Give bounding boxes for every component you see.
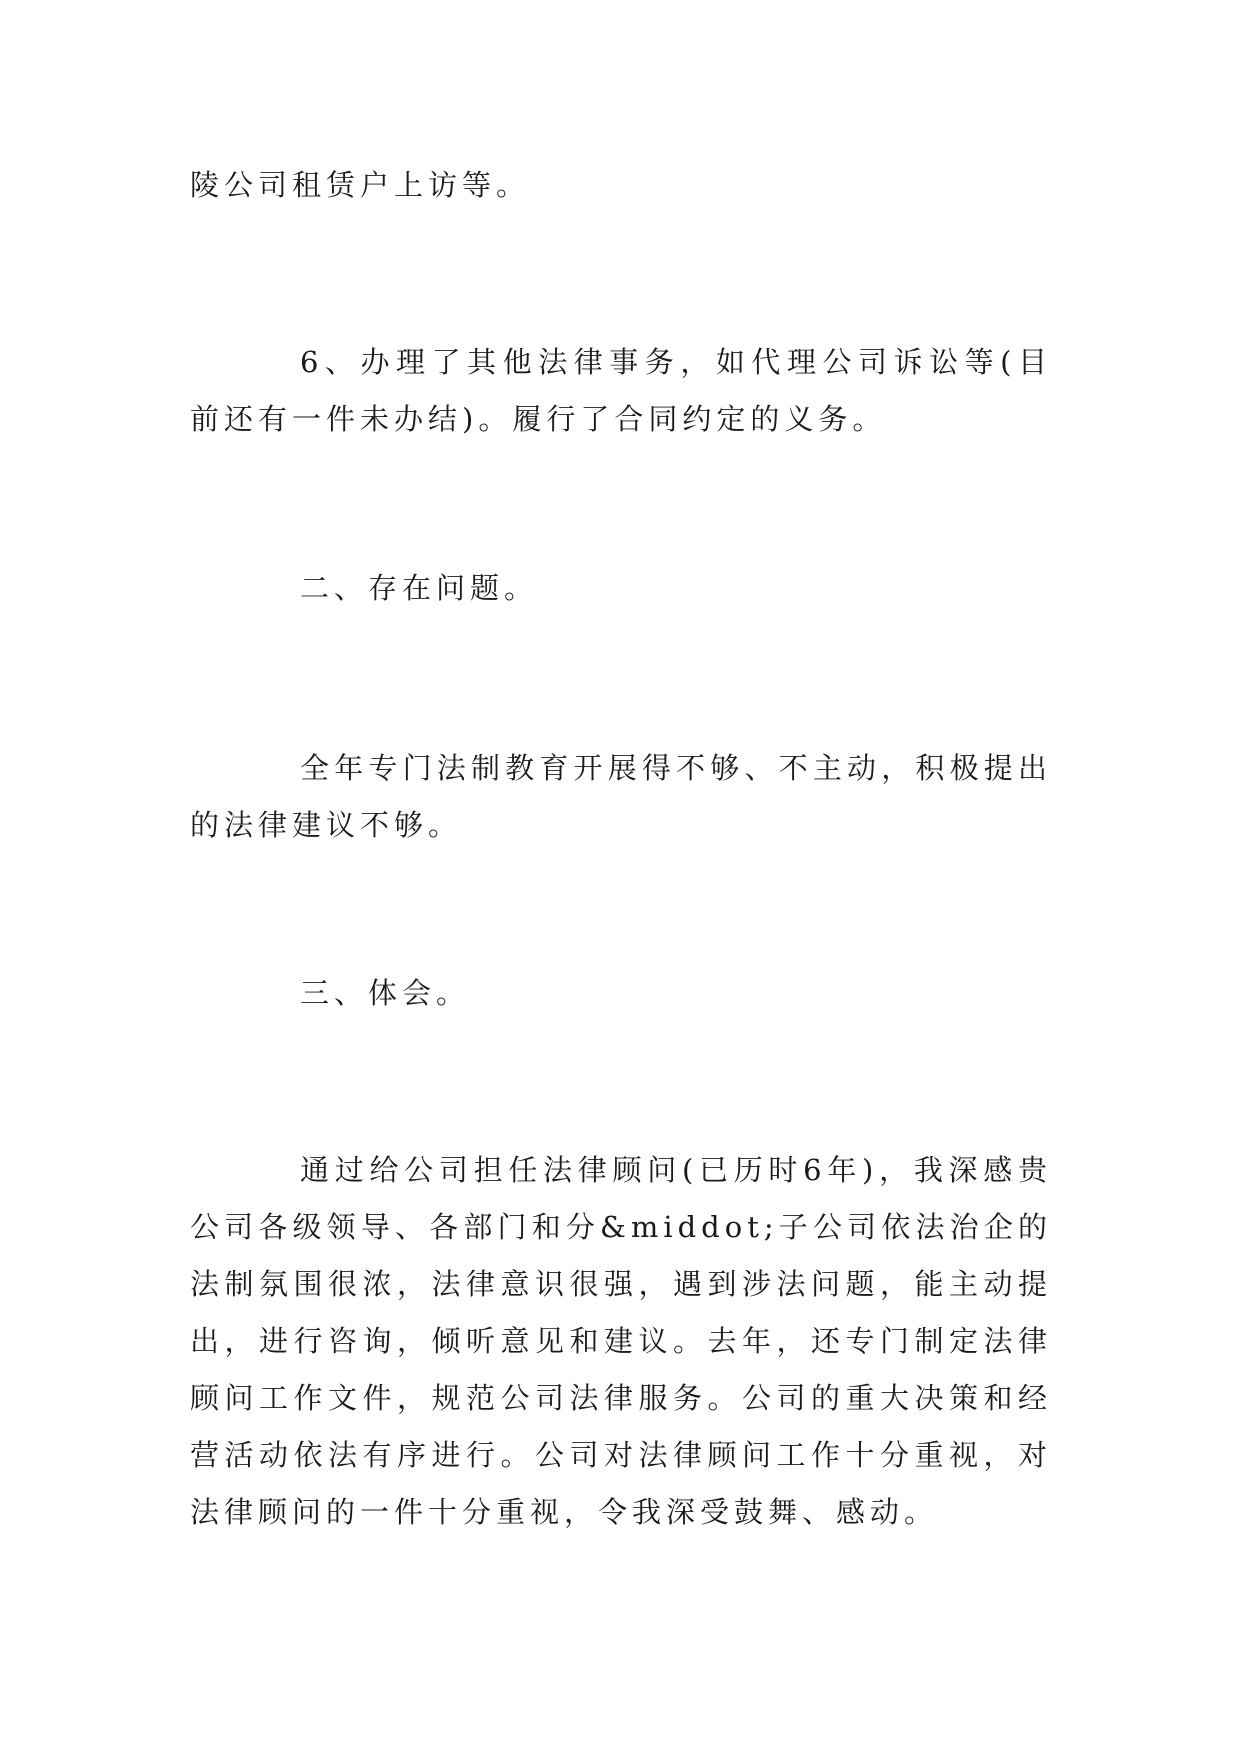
paragraph-item-6: 6、办理了其他法律事务，如代理公司诉讼等(目前还有一件未办结)。履行了合同约定的义务。	[190, 345, 1052, 436]
section-heading-problems: 二、存在问题。	[300, 571, 539, 605]
paragraph-reflections: 通过给公司担任法律顾问(已历时6年)，我深感贵公司各级领导、各部门和分&middot;子公司依法治企的法制氛围很浓，法律意识很强，遇到涉法问题，能主动提出，进行咨询，倾听意见和建议。去年，还专门制定法律顾问工作文件，规范公司法律服务。公司的重大决策和经营活动依法有序进行。公司对法律顾问工作十分重视，对法律顾问的一件十分重视，令我深受鼓舞、感动。	[190, 1153, 1052, 1529]
section-heading-reflections: 三、体会。	[300, 976, 471, 1010]
paragraph-problems: 全年专门法制教育开展得不够、不主动，积极提出的法律建议不够。	[190, 751, 1052, 842]
paragraph-continuation: 陵公司租赁户上访等。	[190, 168, 531, 202]
